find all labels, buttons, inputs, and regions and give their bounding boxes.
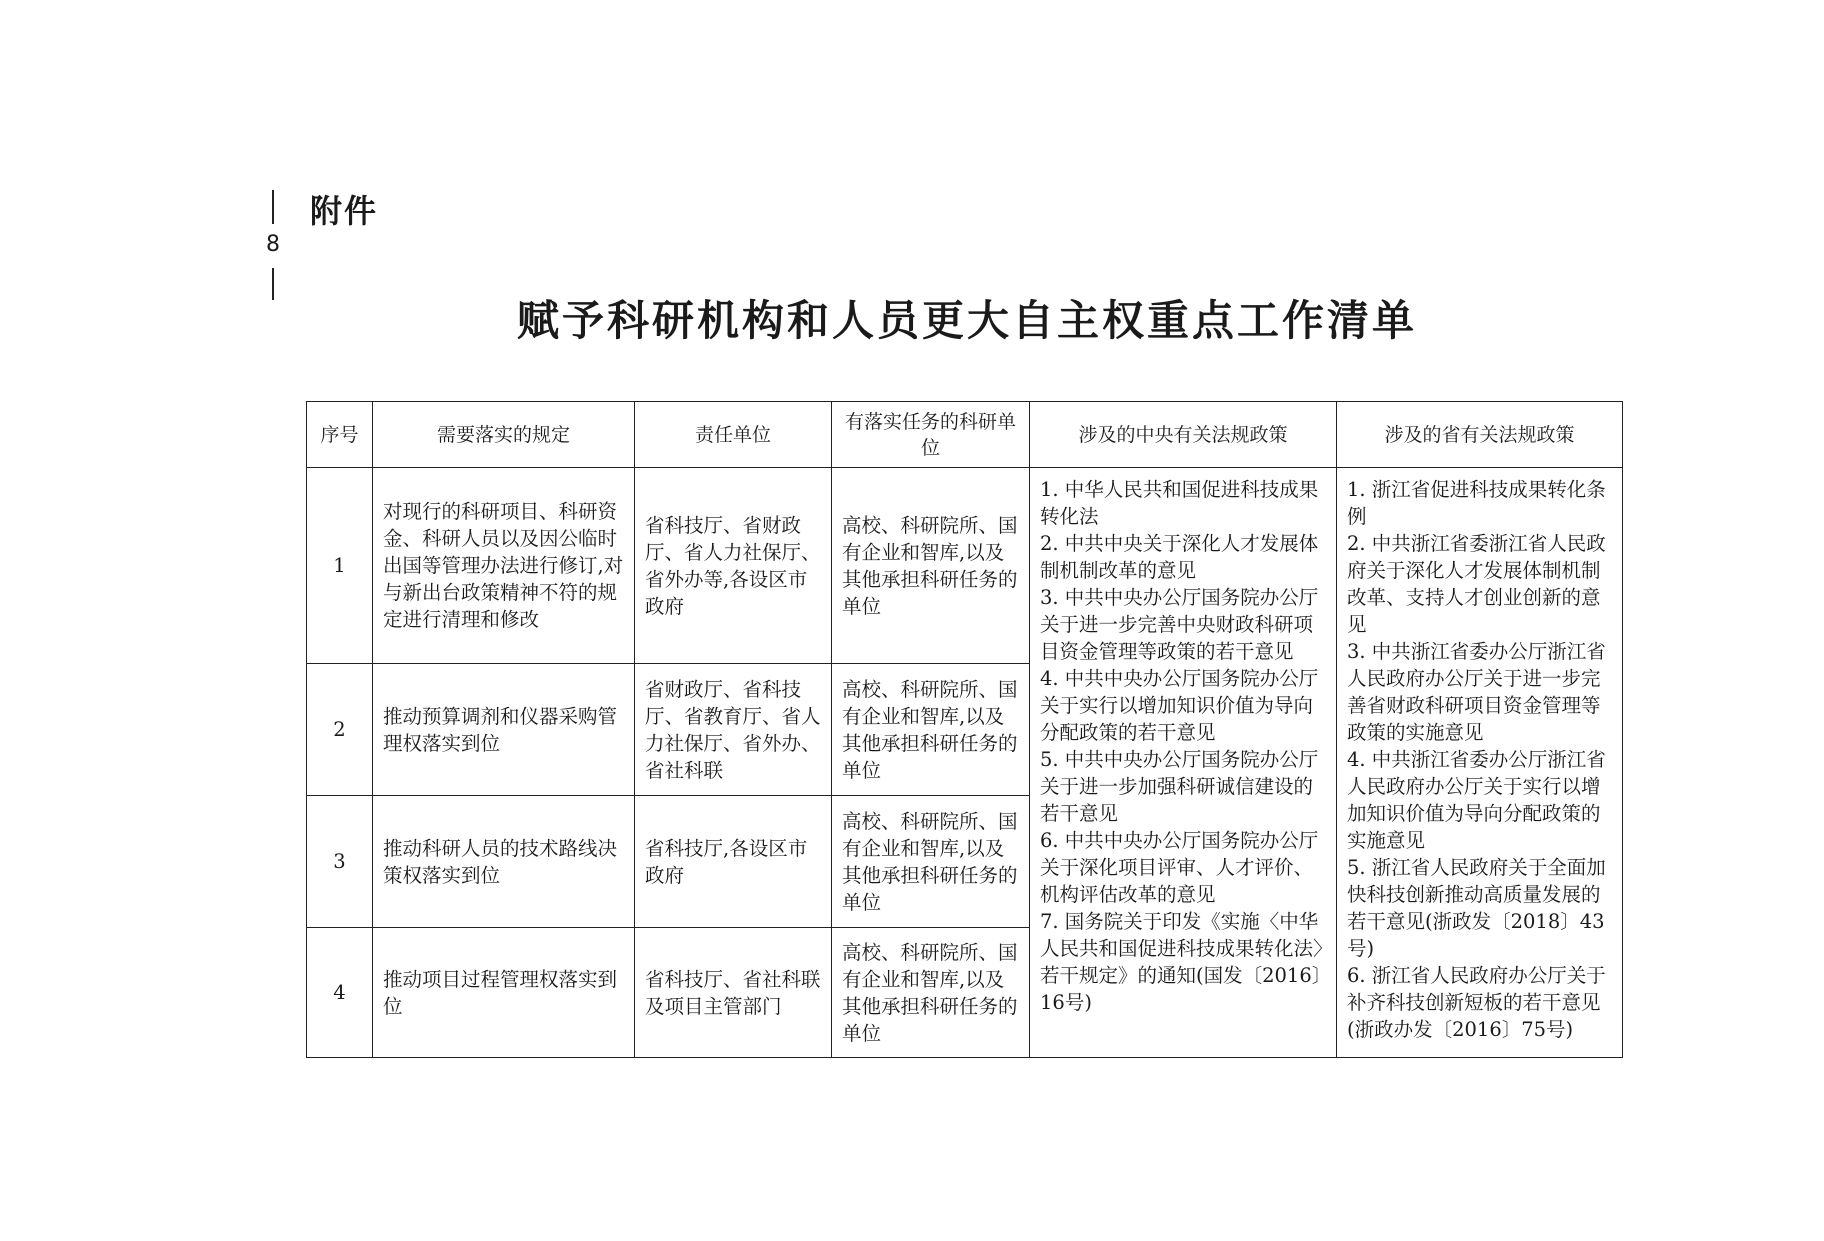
page-number: 8: [266, 232, 280, 257]
provincial-policies-cell: [1337, 468, 1623, 1058]
central-policy-item: 2. 中共中央关于深化人才发展体制机制改革的意见: [1040, 532, 1319, 582]
central-policy-item: 3. 中共中央办公厅国务院办公厅关于进一步完善中央财政科研项目资金管理等政策的若干意见: [1040, 586, 1319, 663]
row-regulation: 推动项目过程管理权落实到位: [373, 928, 635, 1058]
central-policy-item: 4. 中共中央办公厅国务院办公厅关于实行以增加知识价值为导向分配政策的若干意见: [1040, 667, 1319, 744]
header-units: 有落实任务的科研单位: [832, 402, 1030, 468]
row-units: 高校、科研院所、国有企业和智库,以及其他承担科研任务的单位: [832, 468, 1030, 664]
work-list-table: [306, 401, 1623, 1058]
row-units: 高校、科研院所、国有企业和智库,以及其他承担科研任务的单位: [832, 664, 1030, 796]
document-title: 赋予科研机构和人员更大自主权重点工作清单: [516, 296, 1417, 345]
provincial-policy-item: 1. 浙江省促进科技成果转化条例: [1347, 478, 1606, 528]
row-regulation: 推动预算调剂和仪器采购管理权落实到位: [373, 664, 635, 796]
row-index: 1: [307, 468, 373, 664]
provincial-policy-item: 5. 浙江省人民政府关于全面加快科技创新推动高质量发展的若干意见(浙政发〔2018〕43号): [1347, 856, 1606, 960]
central-policy-item: 6. 中共中央办公厅国务院办公厅关于深化项目评审、人才评价、机构评估改革的意见: [1040, 829, 1319, 906]
row-responsible: 省科技厅,各设区市政府: [635, 796, 832, 928]
table-row: [307, 468, 1623, 664]
row-responsible: 省财政厅、省科技厅、省教育厅、省人力社保厅、省外办、省社科联: [635, 664, 832, 796]
header-regulation: 需要落实的规定: [373, 402, 635, 468]
central-policy-item: 5. 中共中央办公厅国务院办公厅关于进一步加强科研诚信建设的若干意见: [1040, 748, 1319, 825]
central-policy-item: 1. 中华人民共和国促进科技成果转化法: [1040, 478, 1319, 528]
row-index: 4: [307, 928, 373, 1058]
margin-rule-top: [272, 190, 274, 224]
table-header-row: [307, 402, 1623, 468]
provincial-policy-item: 4. 中共浙江省委办公厅浙江省人民政府办公厅关于实行以增加知识价值为导向分配政策的实施意见: [1347, 748, 1606, 852]
header-responsible: 责任单位: [635, 402, 832, 468]
central-policies-cell: [1030, 468, 1337, 1058]
attachment-label: 附件: [310, 192, 379, 230]
row-regulation: 对现行的科研项目、科研资金、科研人员以及因公临时出国等管理办法进行修订,对与新出台政策精神不符的规定进行清理和修改: [373, 468, 635, 664]
row-index: 2: [307, 664, 373, 796]
row-units: 高校、科研院所、国有企业和智库,以及其他承担科研任务的单位: [832, 928, 1030, 1058]
provincial-policy-item: 6. 浙江省人民政府办公厅关于补齐科技创新短板的若干意见(浙政办发〔2016〕75号): [1347, 964, 1606, 1041]
provincial-policy-item: 2. 中共浙江省委浙江省人民政府关于深化人才发展体制机制改革、支持人才创业创新的意见: [1347, 532, 1606, 636]
row-regulation: 推动科研人员的技术路线决策权落实到位: [373, 796, 635, 928]
page-margin-marker: [260, 190, 290, 300]
provincial-policy-item: 3. 中共浙江省委办公厅浙江省人民政府办公厅关于进一步完善省财政科研项目资金管理等政策的实施意见: [1347, 640, 1606, 744]
header-provincial-policies: 涉及的省有关法规政策: [1337, 402, 1623, 468]
row-responsible: 省科技厅、省财政厅、省人力社保厅、省外办等,各设区市政府: [635, 468, 832, 664]
row-responsible: 省科技厅、省社科联及项目主管部门: [635, 928, 832, 1058]
row-index: 3: [307, 796, 373, 928]
central-policy-item: 7. 国务院关于印发《实施〈中华人民共和国促进科技成果转化法〉若干规定》的通知(国发〔2016〕16号): [1040, 910, 1323, 1014]
row-units: 高校、科研院所、国有企业和智库,以及其他承担科研任务的单位: [832, 796, 1030, 928]
header-central-policies: 涉及的中央有关法规政策: [1030, 402, 1337, 468]
header-index: 序号: [307, 402, 373, 468]
